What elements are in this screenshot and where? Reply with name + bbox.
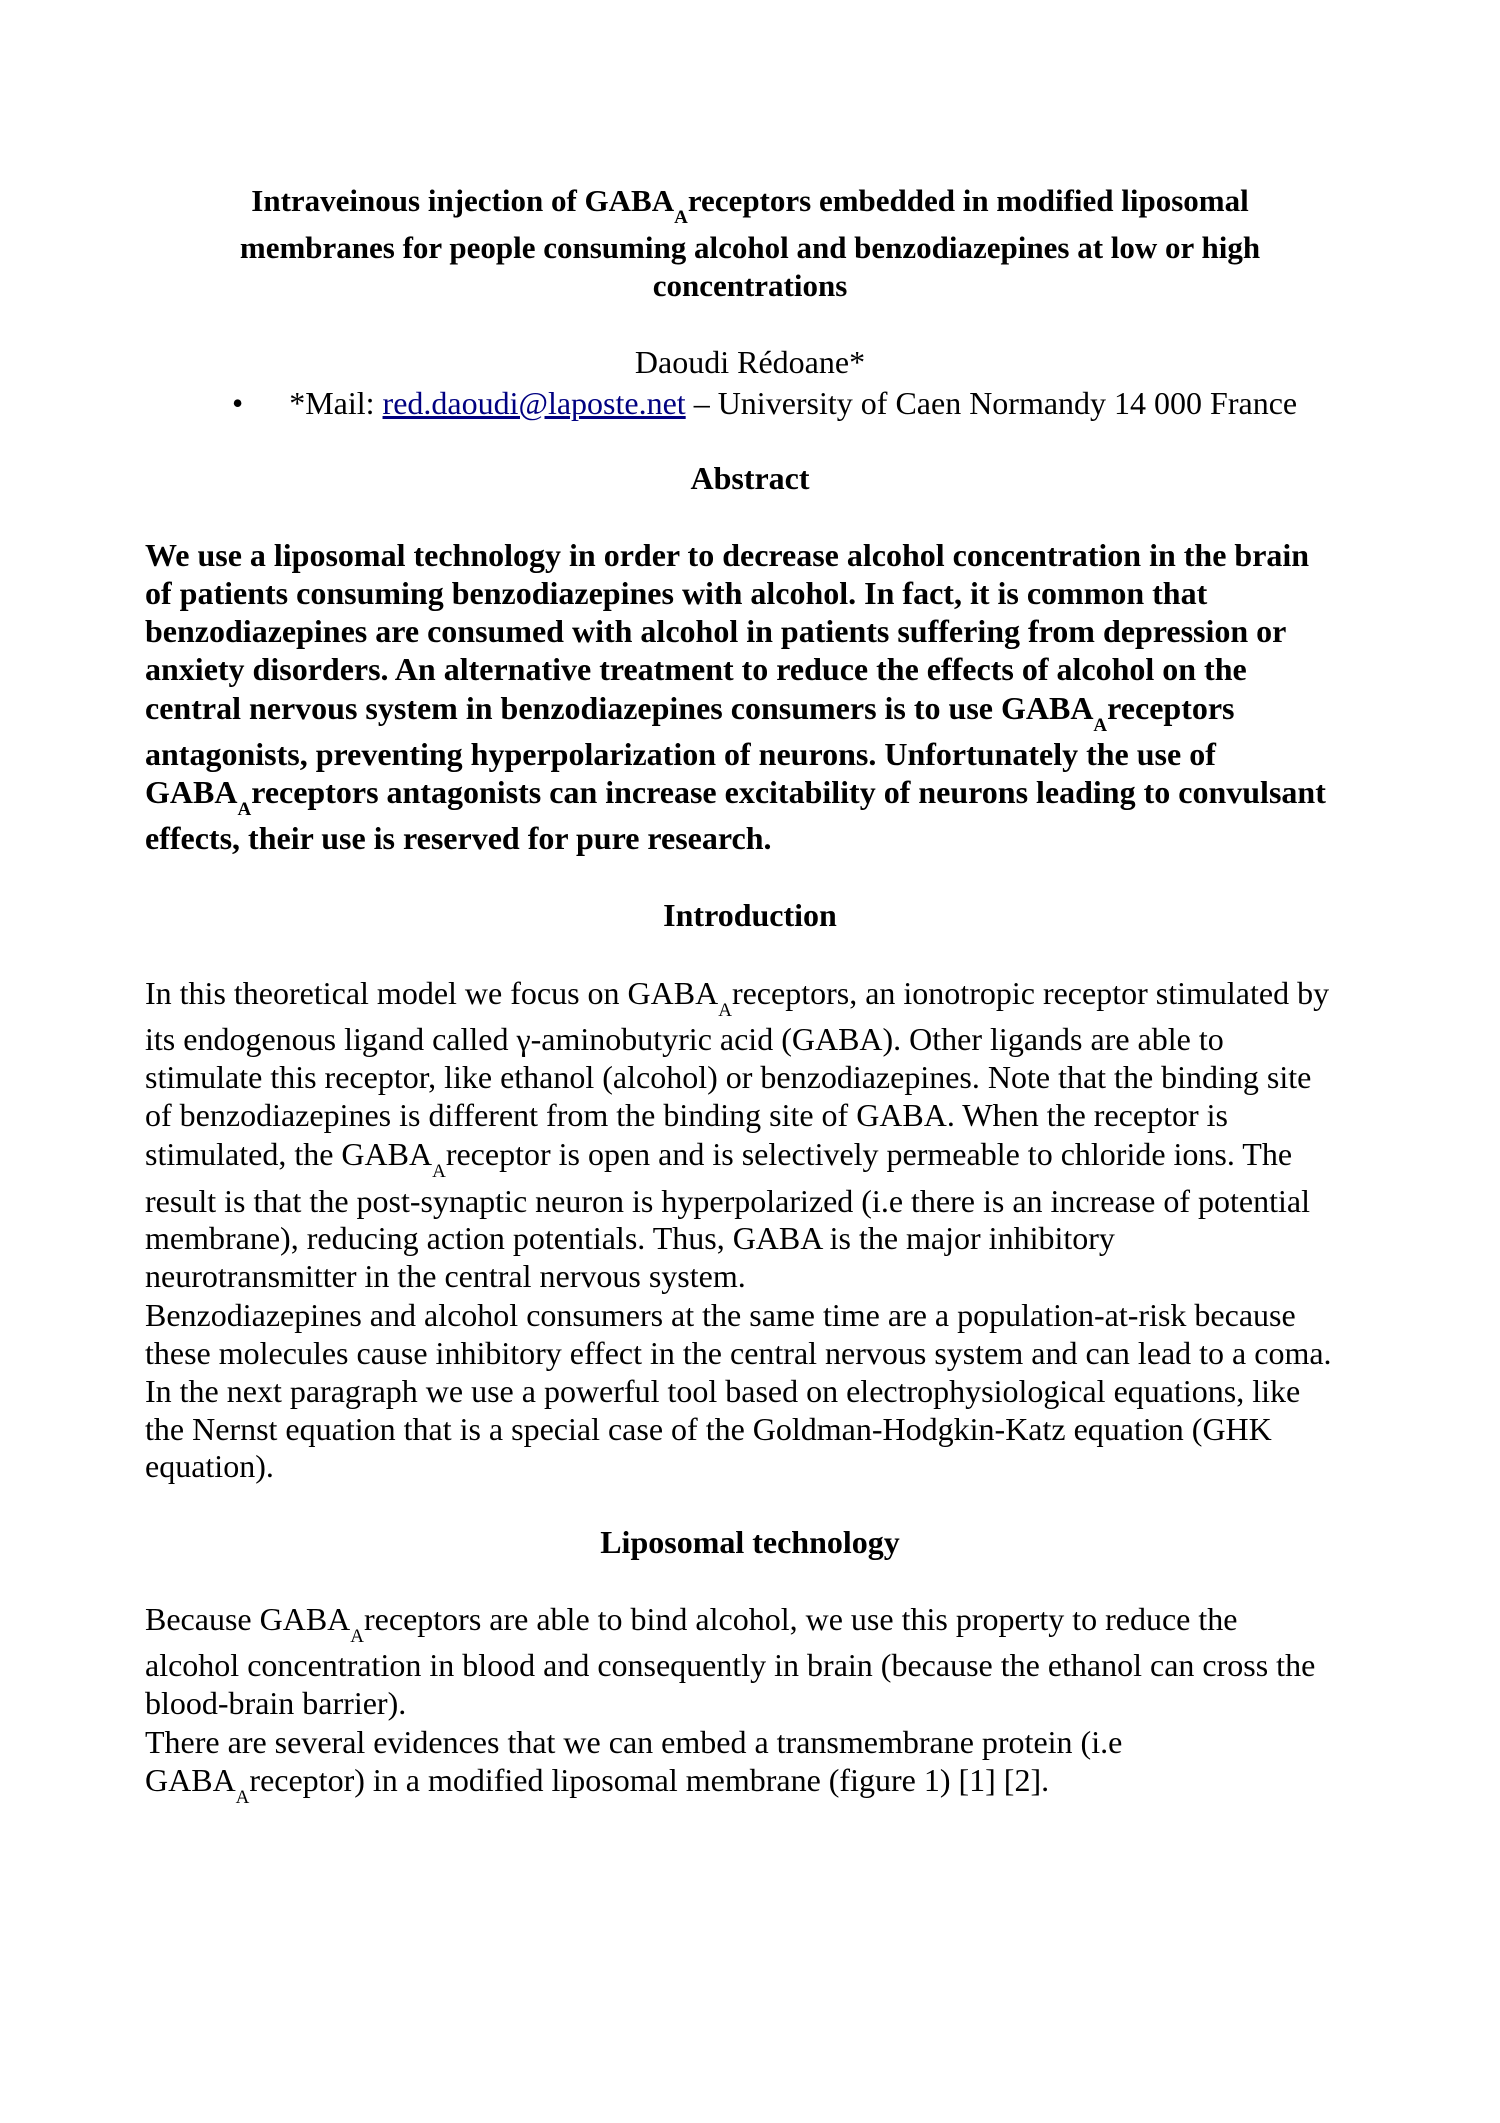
text-line: [145, 690, 1235, 736]
text-line: [145, 575, 1207, 611]
text-line: [145, 975, 1330, 1021]
text-segment: result is that the post-synaptic neuron is hyperpolarized (i.e there is an increase of potential: [145, 1183, 1310, 1219]
text-line: [145, 1411, 1272, 1447]
text-line: [145, 537, 1309, 573]
text-segment: equation).: [145, 1448, 274, 1484]
text-segment: We use a liposomal technology in order to decrease alcohol concentration in the brain: [145, 537, 1310, 573]
text-segment: blood-brain barrier).: [145, 1685, 407, 1721]
text-segment: In the next paragraph we use a powerful tool based on electrophysiological equations, like: [145, 1373, 1301, 1409]
text-line: [145, 1136, 1293, 1182]
text-line: [145, 1183, 1310, 1219]
text-segment: central nervous system in benzodiazepines consumers is to use GABA: [145, 690, 1094, 726]
text-line: [145, 774, 1326, 820]
email-link[interactable]: red.daoudi@laposte.net: [382, 385, 686, 421]
text-segment: neurotransmitter in the central nervous system.: [145, 1258, 746, 1294]
text-segment: of patients consuming benzodiazepines with alcohol. In fact, it is common that: [145, 575, 1208, 611]
text-line: [145, 1762, 1050, 1808]
text-line: [145, 1059, 1311, 1095]
subscript: A: [718, 1000, 732, 1021]
subscript: A: [1093, 715, 1108, 736]
text-segment: stimulate this receptor, like ethanol (alcohol) or benzodiazepines. Note that the binding site: [145, 1059, 1312, 1095]
author-name: Daoudi Rédoane*: [634, 344, 866, 380]
text-line: [145, 1724, 1122, 1760]
text-line: [145, 1685, 406, 1721]
text-segment: stimulated, the GABA: [145, 1136, 433, 1172]
liposomal-heading: Liposomal technology: [600, 1524, 900, 1560]
text-segment: of benzodiazepines is different from the binding site of GABA. When the receptor is: [145, 1097, 1228, 1133]
text-segment: receptor is open and is selectively permeable to chloride ions. The: [445, 1136, 1293, 1172]
text-line: [145, 1258, 746, 1294]
text-segment: In this theoretical model we focus on GABA: [145, 975, 719, 1011]
text-segment: receptors: [1107, 690, 1235, 726]
subscript: A: [432, 1161, 446, 1182]
text-line: [145, 1335, 1332, 1371]
subscript: A: [350, 1626, 365, 1647]
affiliation-line: [232, 385, 1297, 421]
subscript: A: [237, 799, 252, 820]
bullet: •: [232, 385, 244, 421]
text-segment: antagonists, preventing hyperpolarization of neurons. Unfortunately the use of: [145, 736, 1216, 772]
title-line: [0, 183, 1500, 228]
text-segment: these molecules cause inhibitory effect in the central nervous system and can lead to a coma.: [145, 1335, 1332, 1371]
title-line: membranes for people consuming alcohol and benzodiazepines at low or high: [239, 230, 1261, 265]
text-line: [145, 820, 772, 856]
text-segment: the Nernst equation that is a special case of the Goldman-Hodgkin-Katz equation (GHK: [145, 1411, 1272, 1447]
text-line: [145, 1647, 1315, 1683]
text-line: [145, 1097, 1228, 1133]
text-segment: GABA: [145, 774, 238, 810]
text-segment: its endogenous ligand called γ-aminobutyric acid (GABA). Other ligands are able to: [145, 1021, 1224, 1057]
text-segment: benzodiazepines are consumed with alcohol in patients suffering from depression or: [145, 613, 1287, 649]
text-line: [145, 651, 1247, 687]
subscript: A: [235, 1787, 250, 1808]
introduction-heading: Introduction: [663, 897, 837, 933]
affiliation-text: – University of Caen Normandy 14 000 France: [685, 385, 1298, 421]
text-line: [145, 613, 1286, 649]
text-line: [145, 736, 1216, 772]
text-segment: receptor) in a modified liposomal membrane (figure 1) [1] [2].: [249, 1762, 1050, 1798]
text-segment: receptors are able to bind alcohol, we use this property to reduce the: [364, 1601, 1238, 1637]
title-text: receptors embedded in modified liposomal: [687, 183, 1249, 218]
text-line: [145, 1448, 274, 1484]
text-segment: anxiety disorders. An alternative treatment to reduce the effects of alcohol on the: [145, 651, 1247, 687]
subscript: A: [674, 207, 688, 228]
title-text: Intraveinous injection of GABA: [251, 183, 675, 218]
text-line: [145, 1021, 1224, 1057]
text-line: [145, 1220, 1115, 1256]
text-segment: GABA: [145, 1762, 236, 1798]
text-segment: Because GABA: [145, 1601, 351, 1637]
text-segment: Benzodiazepines and alcohol consumers at the same time are a population-at-risk because: [145, 1297, 1296, 1333]
text-segment: effects, their use is reserved for pure research.: [145, 820, 772, 856]
mail-label: *Mail:: [289, 385, 383, 421]
text-segment: There are several evidences that we can embed a transmembrane protein (i.e: [145, 1724, 1123, 1760]
text-line: [145, 1601, 1238, 1647]
text-segment: alcohol concentration in blood and consequently in brain (because the ethanol can cross the: [145, 1647, 1316, 1683]
text-segment: membrane), reducing action potentials. Thus, GABA is the major inhibitory: [145, 1220, 1115, 1256]
text-segment: receptors antagonists can increase excitability of neurons leading to convulsant: [251, 774, 1326, 810]
text-line: [145, 1297, 1296, 1333]
text-line: [145, 1373, 1300, 1409]
text-segment: receptors, an ionotropic receptor stimulated by: [731, 975, 1330, 1011]
title-line: concentrations: [652, 268, 848, 303]
abstract-heading: Abstract: [690, 460, 810, 496]
